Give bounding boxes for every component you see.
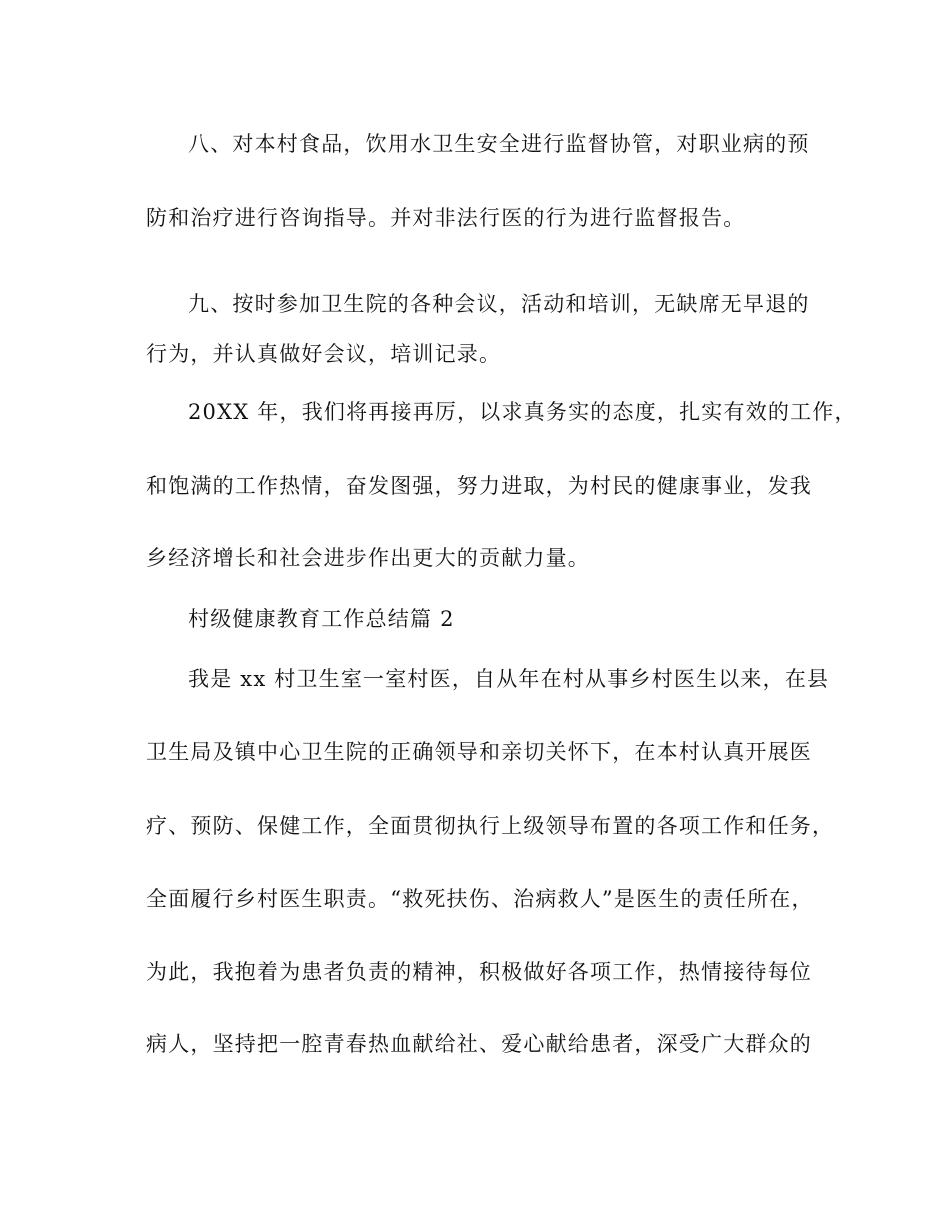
paragraph-line: 全面履行乡村医生职责。“救死扶伤、治病救人”是医生的责任所在， — [146, 887, 814, 911]
paragraph-line: 为此，我抱着为患者负责的精神，积极做好各项工作，热情接待每位 — [146, 960, 812, 984]
paragraph-line: 九、按时参加卫生院的各种会议，活动和培训，无缺席无早退的 — [188, 292, 810, 316]
paragraph-line: 20XX 年，我们将再接再厉，以求真务实的态度，扎实有效的工作， — [188, 400, 857, 424]
paragraph-line: 疗、预防、保健工作，全面贯彻执行上级领导布置的各项工作和任务， — [146, 814, 835, 838]
paragraph-line: 卫生局及镇中心卫生院的正确领导和亲切关怀下，在本村认真开展医 — [146, 740, 812, 764]
paragraph-line: 病人，坚持把一腔青春热血献给社、爱心献给患者，深受广大群众的 — [146, 1032, 812, 1056]
paragraph-line: 我是 xx 村卫生室一室村医，自从年在村从事乡村医生以来，在县 — [188, 667, 830, 691]
paragraph-line: 防和治疗进行咨询指导。并对非法行医的行为进行监督报告。 — [146, 206, 746, 230]
paragraph-line: 和饱满的工作热情，奋发图强，努力进取，为村民的健康事业，发我 — [146, 474, 812, 498]
paragraph-line: 八、对本村食品，饮用水卫生安全进行监督协管，对职业病的预 — [188, 132, 810, 156]
paragraph-line: 乡经济增长和社会进步作出更大的贡献力量。 — [146, 546, 590, 570]
section-heading: 村级健康教育工作总结篇 2 — [188, 607, 455, 631]
paragraph-line: 行为，并认真做好会议，培训记录。 — [146, 342, 502, 366]
